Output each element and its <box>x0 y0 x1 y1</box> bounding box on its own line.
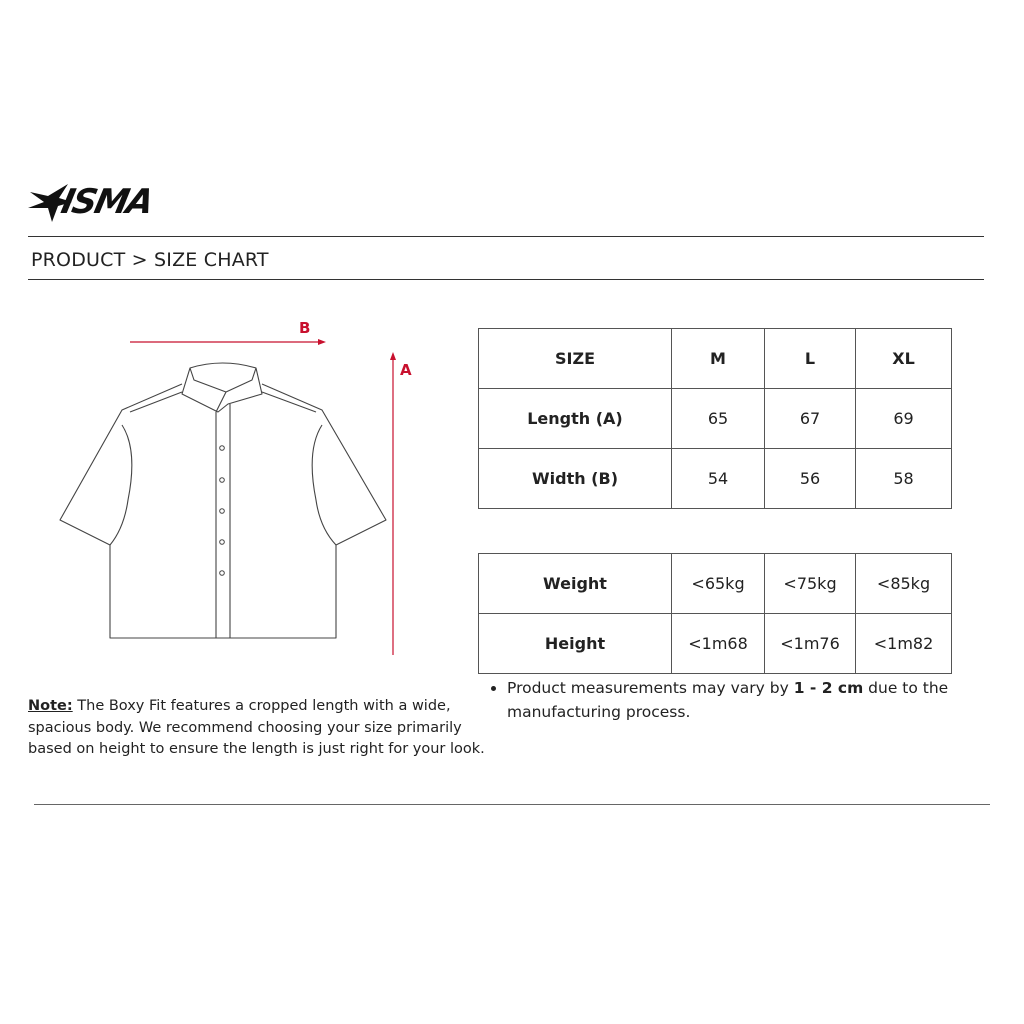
note-label: Note: <box>28 698 73 714</box>
table-cell: 58 <box>856 449 952 509</box>
measurement-disclaimer <box>488 676 968 724</box>
table-cell: <85kg <box>856 554 952 614</box>
table-cell: <1m68 <box>672 614 765 674</box>
table-cell: <1m76 <box>765 614 856 674</box>
disclaimer-highlight: 1 - 2 cm <box>793 679 864 697</box>
shirt-diagram <box>0 300 470 670</box>
table-cell: <65kg <box>672 554 765 614</box>
table-header-row <box>479 329 952 389</box>
row-label: Weight <box>479 554 672 614</box>
header-xl: XL <box>856 329 952 389</box>
row-label: Height <box>479 614 672 674</box>
disclaimer-suffix: due to the manufacturing process. <box>507 679 949 721</box>
table-cell: 56 <box>765 449 856 509</box>
disclaimer-prefix: Product measurements may vary by <box>507 679 794 697</box>
table-cell: 54 <box>672 449 765 509</box>
table-cell: <1m82 <box>856 614 952 674</box>
label-a: A <box>400 361 412 379</box>
table-row <box>479 614 952 674</box>
fit-note <box>28 696 498 761</box>
length-arrow-a <box>390 352 396 655</box>
row-label: Length (A) <box>479 389 672 449</box>
row-label: Width (B) <box>479 449 672 509</box>
header-m: M <box>672 329 765 389</box>
brand-logo <box>28 180 160 228</box>
fit-table <box>478 553 952 674</box>
header-divider-top <box>28 236 984 237</box>
label-b: B <box>299 319 311 337</box>
table-row <box>479 449 952 509</box>
header-size: SIZE <box>479 329 672 389</box>
size-table <box>478 328 952 509</box>
table-row <box>479 389 952 449</box>
table-cell: 67 <box>765 389 856 449</box>
header-l: L <box>765 329 856 389</box>
table-cell: <75kg <box>765 554 856 614</box>
breadcrumb: PRODUCT > SIZE CHART <box>31 249 269 271</box>
header-divider-bottom <box>28 279 984 280</box>
width-arrow-b <box>130 339 326 345</box>
table-cell: 69 <box>856 389 952 449</box>
brand-logo-text: ISMA <box>57 182 156 222</box>
table-cell: 65 <box>672 389 765 449</box>
list-item <box>507 676 968 724</box>
note-text: The Boxy Fit features a cropped length with a wide, spacious body. We recommend choosing your size primarily based on height to ensure the length is just right for your look. <box>28 698 485 757</box>
footer-divider <box>34 804 990 805</box>
table-row <box>479 554 952 614</box>
